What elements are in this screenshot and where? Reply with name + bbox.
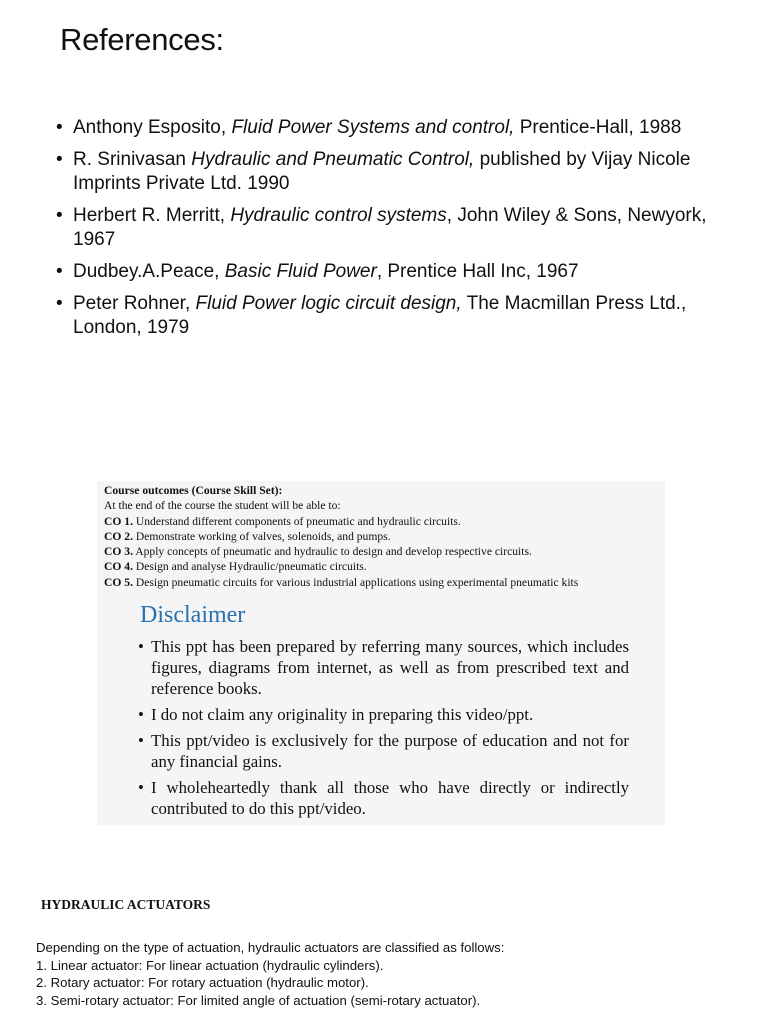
reference-author: Dudbey.A.Peace, [73,261,225,282]
reference-details: published by Vijay Nicole Imprints Private Ltd. 1990 [73,149,691,194]
paragraph-line: 2. Rotary actuator: For rotary actuation (hydraulic motor). [36,975,369,991]
reference-author: R. Srinivasan [73,149,192,170]
disclaimer-list [138,636,629,824]
course-outcome-item [104,529,664,544]
paragraph-line: 1. Linear actuator: For linear actuation (hydraulic cylinders). [36,957,384,973]
references-list [56,116,716,348]
course-outcome-code: CO 4. [104,560,133,574]
course-outcomes [104,483,664,590]
reference-details: , Prentice Hall Inc, 1967 [376,261,579,282]
reference-item [56,116,716,140]
reference-item [56,260,716,284]
course-outcome-item [104,544,664,559]
reference-title: Hydraulic control systems [230,205,447,226]
disclaimer-title: Disclaimer [140,602,246,628]
course-outcome-item [104,514,664,529]
paragraph-line: 3. Semi-rotary actuator: For limited angle of actuation (semi-rotary actuator). [36,992,481,1008]
course-outcome-text: Apply concepts of pneumatic and hydraulic to design and develop respective circuits. [132,545,532,559]
disclaimer-item: • This ppt/video is exclusively for the purpose of education and not for any financial gains. [138,730,629,772]
course-outcome-item [104,559,664,574]
reference-details: The Macmillan Press Ltd., London, 1979 [73,293,687,338]
reference-item [56,148,716,196]
course-outcome-text: Design and analyse Hydraulic/pneumatic circuits. [132,560,367,574]
references-heading: References: [60,22,224,57]
reference-title: Hydraulic and Pneumatic Control, [191,149,475,170]
paragraph-line: Depending on the type of actuation, hydraulic actuators are classified as follows: [36,940,505,955]
course-outcome-text: Demonstrate working of valves, solenoids, and pumps. [132,529,391,543]
reference-author: Peter Rohner, [73,293,196,314]
embedded-slide-image [97,481,665,825]
hydraulic-actuators-text [36,939,736,1009]
course-outcome-code: CO 1. [104,514,133,528]
disclaimer-item: • I wholeheartedly thank all those who have directly or indirectly contributed to do this ppt/video. [138,777,629,819]
reference-item [56,204,716,252]
course-outcomes-intro: At the end of the course the student will be able to: [104,499,341,513]
course-outcomes-title: Course outcomes (Course Skill Set): [104,484,283,497]
reference-title: Fluid Power Systems and control, [231,117,515,138]
reference-item [56,292,716,340]
reference-author: Herbert R. Merritt, [73,205,231,226]
disclaimer-item: • I do not claim any originality in preparing this video/ppt. [138,704,629,725]
reference-details: Prentice-Hall, 1988 [514,117,682,138]
course-outcome-code: CO 3. [104,545,133,559]
course-outcome-item [104,575,664,590]
disclaimer-item: • This ppt has been prepared by referring many sources, which includes figures, diagrams from internet, as well as from prescribed text and reference books. [138,636,629,699]
course-outcome-text: Design pneumatic circuits for various industrial applications using experimental pneumatic kits [132,575,579,589]
reference-title: Fluid Power logic circuit design, [195,293,462,314]
reference-details: , John Wiley & Sons, Newyork, 1967 [73,205,707,250]
reference-title: Basic Fluid Power [224,261,377,282]
course-outcome-code: CO 5. [104,575,133,589]
course-outcome-code: CO 2. [104,529,133,543]
reference-author: Anthony Esposito, [73,117,232,138]
course-outcome-text: Understand different components of pneumatic and hydraulic circuits. [132,514,461,528]
hydraulic-actuators-heading: HYDRAULIC ACTUATORS [41,897,211,912]
